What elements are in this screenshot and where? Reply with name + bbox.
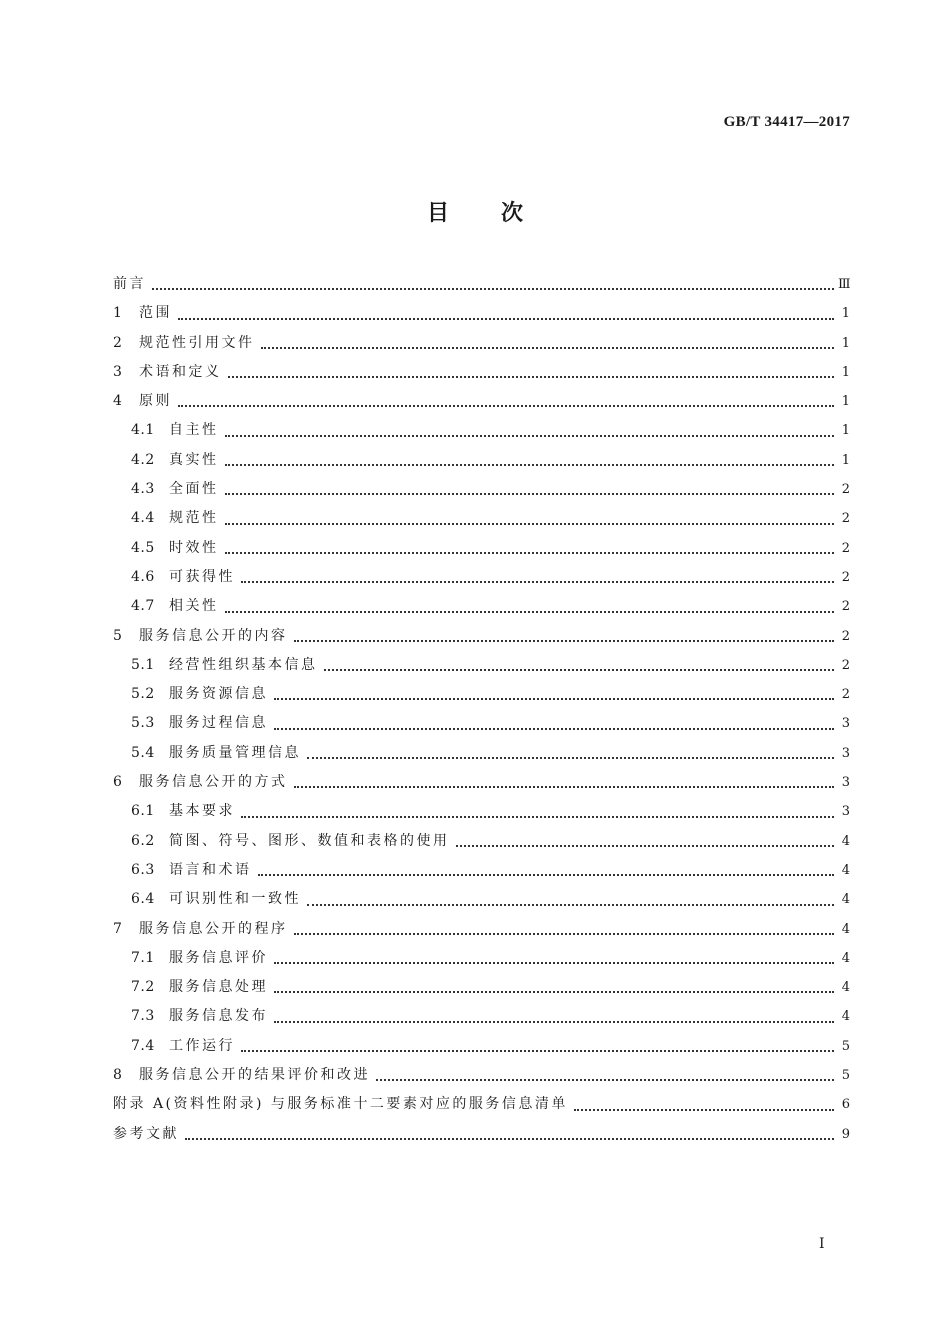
toc-dot-leader [376,1079,834,1081]
toc-entry[interactable] [113,651,850,680]
toc-entry[interactable] [113,299,850,328]
table-of-contents [113,270,850,1149]
toc-entry-page: 2 [841,511,850,527]
toc-dot-leader [152,288,834,290]
toc-entry-label: 服务过程信息 [169,715,268,732]
toc-entry-number: 6.1 [131,803,155,820]
toc-dot-leader [274,991,834,993]
toc-dot-leader [307,904,834,906]
toc-entry-number: 4.1 [131,422,155,439]
toc-dot-leader [225,435,835,437]
toc-dot-leader [241,581,834,583]
toc-entry[interactable] [113,856,850,885]
toc-dot-leader [185,1138,834,1140]
toc-entry-number: 3 [113,363,123,380]
toc-entry-label: 相关性 [169,598,219,615]
toc-entry-label: 术语和定义 [139,363,222,380]
toc-entry[interactable] [113,739,850,768]
toc-entry[interactable] [113,1002,850,1031]
toc-entry-page: 3 [841,775,850,791]
toc-entry-label: 服务信息处理 [169,979,268,996]
toc-entry[interactable] [113,768,850,797]
toc-dot-leader [274,1021,834,1023]
toc-dot-leader [225,523,835,525]
toc-entry-page: 2 [841,657,850,673]
toc-dot-leader [225,493,835,495]
toc-entry-label: 规范性引用文件 [139,334,255,351]
toc-entry-page: 2 [841,540,850,556]
toc-entry-page: 4 [841,921,850,937]
toc-entry-label: 范围 [139,305,172,322]
toc-entry-number: 7 [113,920,123,937]
toc-entry-label: 规范性 [169,510,219,527]
toc-entry[interactable] [113,709,850,738]
toc-entry-number: 8 [113,1067,123,1084]
toc-entry-number: 5.3 [131,715,155,732]
toc-entry[interactable] [113,1120,850,1149]
toc-entry-number: 4.3 [131,481,155,498]
toc-entry[interactable] [113,915,850,944]
toc-entry[interactable] [113,592,850,621]
toc-entry-label: 可识别性和一致性 [169,891,301,908]
toc-entry-label: 简图、符号、图形、数值和表格的使用 [169,832,450,849]
toc-entry-number: 2 [113,334,123,351]
toc-entry-label: 自主性 [169,422,219,439]
toc-dot-leader [225,552,835,554]
toc-entry-label: 服务资源信息 [169,686,268,703]
toc-entry-label: 前言 [113,276,146,292]
toc-entry-label: 基本要求 [169,803,235,820]
toc-entry-number: 5.1 [131,656,155,673]
toc-entry-number: 4.2 [131,451,155,468]
toc-entry-number: 6.4 [131,891,155,908]
toc-dot-leader [241,816,834,818]
toc-dot-leader [261,347,835,349]
toc-entry-label: 服务信息公开的方式 [139,774,288,791]
toc-entry-number: 4 [113,393,123,410]
toc-entry-label: 附录 A(资料性附录) 与服务标准十二要素对应的服务信息清单 [113,1096,568,1113]
standard-number: GB/T 34417—2017 [723,114,850,130]
toc-entry-label: 全面性 [169,481,219,498]
toc-entry-page: 4 [841,950,850,966]
toc-entry-label: 可获得性 [169,568,235,585]
toc-entry-page: 5 [841,1038,850,1054]
toc-entry-number: 5.4 [131,744,155,761]
toc-entry-number: 6.3 [131,861,155,878]
toc-dot-leader [456,845,835,847]
toc-dot-leader [241,1050,834,1052]
toc-entry-label: 原则 [139,393,172,410]
toc-entry-page: 4 [841,833,850,849]
toc-dot-leader [258,874,835,876]
toc-entry-number: 7.2 [131,979,155,996]
toc-entry-page: 4 [841,862,850,878]
toc-entry[interactable] [113,534,850,563]
toc-entry-label: 经营性组织基本信息 [169,656,318,673]
toc-dot-leader [324,669,835,671]
toc-entry-number: 4.7 [131,598,155,615]
toc-dot-leader [274,698,834,700]
toc-entry-page: 1 [841,423,850,439]
toc-entry-number: 7.4 [131,1037,155,1054]
toc-entry-page: 4 [841,980,850,996]
toc-dot-leader [178,318,834,320]
toc-entry-page: 2 [841,482,850,498]
toc-entry-page: 1 [841,335,850,351]
toc-dot-leader [574,1109,834,1111]
toc-dot-leader [307,757,834,759]
page-title: 目次 [426,201,575,226]
toc-entry-number: 5 [113,627,123,644]
toc-dot-leader [274,962,834,964]
toc-entry[interactable] [113,1032,850,1061]
toc-dot-leader [274,728,834,730]
toc-entry-label: 参考文献 [113,1125,179,1142]
toc-entry-number: 4.4 [131,510,155,527]
toc-entry-number: 7.3 [131,1008,155,1025]
toc-entry-label: 服务质量管理信息 [169,744,301,761]
toc-entry-page: Ⅲ [838,277,851,292]
toc-entry-number: 4.5 [131,539,155,556]
toc-entry-number: 7.1 [131,949,155,966]
toc-entry[interactable] [113,885,850,914]
toc-entry[interactable] [113,827,850,856]
toc-entry-page: 1 [841,394,850,410]
toc-entry[interactable] [113,387,850,416]
toc-entry-label: 语言和术语 [169,861,252,878]
toc-entry[interactable] [113,1090,850,1119]
toc-entry-page: 6 [841,1097,850,1113]
toc-entry[interactable] [113,504,850,533]
toc-entry[interactable] [113,358,850,387]
toc-entry-page: 2 [841,569,850,585]
toc-entry-page: 3 [841,716,850,732]
toc-entry[interactable] [113,475,850,504]
toc-entry[interactable] [113,622,850,651]
toc-entry-label: 服务信息发布 [169,1008,268,1025]
toc-entry[interactable] [113,680,850,709]
toc-entry-number: 6.2 [131,832,155,849]
toc-entry-page: 1 [841,364,850,380]
toc-entry-page: 4 [841,892,850,908]
toc-entry-number: 5.2 [131,686,155,703]
toc-entry[interactable] [113,416,850,445]
toc-entry[interactable] [113,563,850,592]
toc-entry-page: 3 [841,804,850,820]
toc-entry-label: 时效性 [169,539,219,556]
toc-entry-number: 1 [113,305,123,322]
toc-entry-page: 2 [841,628,850,644]
toc-entry[interactable] [113,270,850,299]
toc-entry-page: 1 [841,452,850,468]
toc-entry-label: 服务信息公开的程序 [139,920,288,937]
toc-entry-number: 4.6 [131,568,155,585]
toc-dot-leader [294,933,835,935]
toc-entry[interactable] [113,329,850,358]
toc-entry[interactable] [113,1061,850,1090]
toc-entry-label: 工作运行 [169,1037,235,1054]
toc-dot-leader [178,405,834,407]
toc-entry-page: 5 [841,1068,850,1084]
toc-entry[interactable] [113,446,850,475]
toc-entry-page: 2 [841,687,850,703]
toc-entry[interactable] [113,973,850,1002]
toc-dot-leader [294,786,835,788]
toc-entry-page: 2 [841,599,850,615]
toc-entry-number: 6 [113,774,123,791]
toc-dot-leader [225,464,835,466]
toc-entry[interactable] [113,797,850,826]
toc-entry-page: 4 [841,1009,850,1025]
toc-entry-label: 服务信息公开的内容 [139,627,288,644]
toc-dot-leader [294,640,835,642]
page-number: Ⅰ [819,1237,825,1252]
toc-dot-leader [228,376,835,378]
toc-entry-page: 3 [841,745,850,761]
toc-entry-label: 服务信息评价 [169,949,268,966]
toc-entry[interactable] [113,944,850,973]
toc-entry-page: 9 [841,1126,850,1142]
toc-entry-label: 服务信息公开的结果评价和改进 [139,1067,370,1084]
toc-entry-page: 1 [841,306,850,322]
toc-dot-leader [225,611,835,613]
toc-entry-label: 真实性 [169,451,219,468]
